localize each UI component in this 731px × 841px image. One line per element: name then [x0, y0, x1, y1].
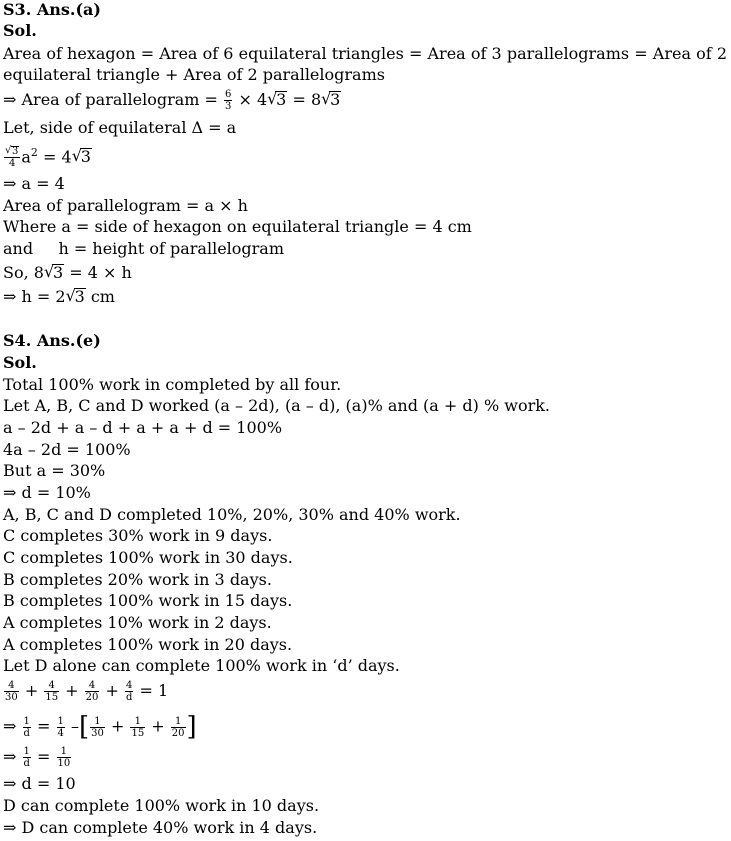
plus: + — [105, 681, 119, 700]
denominator: 30 — [5, 692, 18, 703]
text: = 4 × h — [64, 263, 132, 282]
rhs: = 1 — [139, 681, 169, 700]
s4-line: Let A, B, C and D worked (a – 2d), (a – d), (a)% and (a + d) % work. — [3, 396, 551, 415]
sqrt — [44, 263, 64, 283]
s4-line: Let D alone can complete 100% work in ‘d’ days. — [3, 656, 400, 675]
s3-so-line — [3, 263, 132, 283]
denominator: 15 — [45, 692, 59, 703]
numerator: 1 — [130, 716, 145, 728]
implies: ⇒ — [3, 716, 17, 736]
fraction — [57, 716, 65, 739]
s3-h-result — [3, 287, 115, 307]
fraction — [130, 716, 145, 739]
numerator — [4, 146, 20, 158]
fraction — [85, 680, 100, 703]
fraction — [171, 716, 186, 739]
text: So, 8 — [3, 263, 44, 282]
s3-let-side-line: Let, side of equilateral Δ = a — [3, 118, 237, 137]
fraction — [4, 146, 20, 169]
denominator: 4 — [57, 727, 64, 739]
plus: + — [151, 716, 165, 736]
s4-final-line-2: ⇒ D can complete 40% work in 4 days. — [3, 818, 318, 837]
s4-heading: S4. Ans.(e) — [3, 331, 101, 350]
s4-line: a – 2d + a – d + a + a + d = 100% — [3, 418, 283, 437]
denominator: d — [125, 692, 133, 703]
s4-d-value: ⇒ d = 10 — [3, 774, 76, 793]
s4-line: 4a – 2d = 100% — [3, 440, 131, 459]
sqrt — [321, 90, 341, 110]
numerator: 4 — [126, 680, 133, 691]
s4-line: ⇒ d = 10% — [3, 483, 91, 502]
equals: = — [37, 716, 51, 736]
denominator: 3 — [225, 101, 232, 112]
numerator: 1 — [90, 716, 105, 728]
fraction — [224, 89, 232, 112]
denominator: d — [23, 727, 30, 739]
radicand: 3 — [330, 90, 341, 109]
plus: + — [110, 716, 125, 736]
s4-line: A, B, C and D completed 10%, 20%, 30% and 40% work. — [3, 505, 461, 524]
left-bracket: [ — [78, 712, 90, 742]
plus: + — [24, 681, 39, 700]
numerator: 1 — [171, 716, 186, 728]
text: = 4 — [37, 147, 72, 167]
numerator: 1 — [23, 746, 30, 757]
s3-and-line: and h = height of parallelogram — [3, 239, 285, 258]
s4-sol-label: Sol. — [3, 353, 37, 372]
s3-parallelogram-area-line — [3, 89, 341, 112]
numerator: 4 — [4, 680, 19, 692]
radicand: 3 — [52, 263, 64, 282]
s3-hexagon-paragraph: Area of hexagon = Area of 6 equilateral triangles = Area of 3 parallelograms = Area of 2 equilateral triangle + Area of 2 parallelograms — [3, 44, 727, 84]
s4-line: But a = 30% — [3, 461, 106, 480]
text: × 4 — [233, 90, 268, 109]
denominator: 30 — [91, 727, 104, 739]
fraction — [57, 746, 72, 769]
sqrt — [66, 287, 86, 307]
denominator: 15 — [131, 727, 145, 739]
s4-reciprocal-result — [3, 746, 72, 769]
s3-where-line: Where a = side of hexagon on equilateral triangle = 4 cm — [3, 217, 472, 236]
s4-line: B completes 20% work in 3 days. — [3, 570, 272, 589]
text: cm — [85, 287, 115, 306]
plus: + — [65, 681, 79, 700]
s3-a-value: ⇒ a = 4 — [3, 174, 65, 193]
s4-line: A completes 100% work in 20 days. — [3, 635, 293, 654]
sqrt — [5, 146, 19, 157]
equals: = — [37, 747, 51, 766]
fraction — [44, 680, 59, 703]
s3-heading: S3. Ans.(a) — [3, 0, 101, 19]
implies: ⇒ — [3, 747, 17, 766]
sqrt — [72, 147, 92, 167]
s4-line: C completes 30% work in 9 days. — [3, 526, 273, 545]
s4-line: A completes 10% work in 2 days. — [3, 613, 272, 632]
numerator: 1 — [57, 746, 72, 758]
text: a — [21, 147, 31, 167]
numerator: 6 — [225, 89, 232, 100]
numerator: 4 — [85, 680, 100, 692]
numerator: 4 — [44, 680, 59, 692]
fraction — [90, 716, 105, 739]
s4-reciprocal-equation — [3, 714, 197, 740]
radicand: 3 — [12, 146, 19, 158]
fraction — [4, 680, 19, 703]
text: = 8 — [287, 90, 322, 109]
s3-sol-label: Sol. — [3, 21, 37, 40]
s4-line: B completes 100% work in 15 days. — [3, 591, 293, 610]
denominator: d — [23, 758, 30, 769]
fraction — [23, 716, 31, 739]
radicand: 3 — [80, 147, 91, 167]
numerator: 1 — [57, 715, 64, 727]
right-bracket: ] — [186, 712, 197, 742]
radicand: 3 — [74, 287, 85, 306]
s3-area-formula: Area of parallelogram = a × h — [3, 196, 248, 215]
s4-final-line-1: D can complete 100% work in 10 days. — [3, 796, 320, 815]
exponent: 2 — [30, 146, 38, 159]
s3-triangle-area-equation — [3, 143, 92, 169]
radicand: 3 — [276, 90, 287, 109]
s4-sum-equation — [3, 680, 168, 703]
s4-line: C completes 100% work in 30 days. — [3, 548, 293, 567]
denominator: 4 — [9, 158, 16, 170]
fraction — [23, 746, 31, 769]
s4-line: Total 100% work in completed by all four. — [3, 375, 342, 394]
text: ⇒ Area of parallelogram = — [3, 90, 224, 109]
denominator: 20 — [85, 692, 99, 703]
text: ⇒ h = 2 — [3, 287, 66, 306]
denominator: 20 — [171, 727, 185, 739]
sqrt — [267, 90, 287, 110]
fraction — [125, 680, 133, 703]
numerator: 1 — [23, 715, 30, 727]
denominator: 10 — [57, 758, 71, 769]
minus: – — [70, 716, 79, 736]
